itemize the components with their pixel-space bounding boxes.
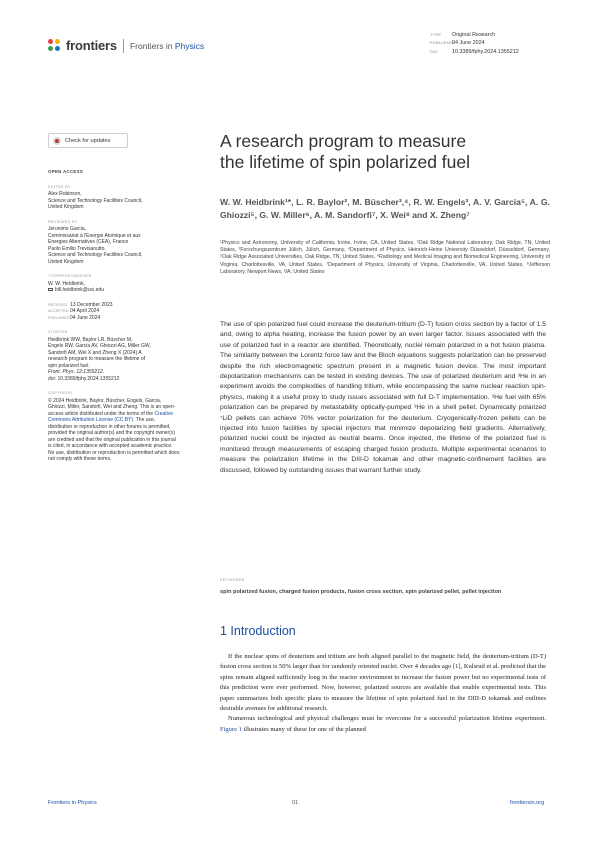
date-value: 04 April 2024 bbox=[70, 308, 100, 314]
editor-line: Science and Technology Facilities Council, bbox=[48, 197, 143, 204]
reviewer-line: Science and Technology Facilities Council, bbox=[48, 252, 143, 258]
sidebar-info bbox=[48, 169, 180, 471]
edited-by-block bbox=[48, 184, 180, 211]
date-published-row bbox=[48, 315, 180, 322]
edited-by-label: EDITED BY bbox=[48, 184, 71, 189]
footer-site-link[interactable]: frontiersin.org bbox=[510, 800, 545, 806]
keywords-label: KEYWORDS bbox=[220, 578, 245, 582]
citation-doi[interactable]: doi: 10.3389/fphy.2024.1355212 bbox=[48, 375, 120, 382]
meta-value: 04 June 2024 bbox=[452, 40, 485, 47]
section-heading: 1 Introduction bbox=[220, 624, 296, 638]
correspondence-email-row bbox=[48, 287, 180, 294]
citation-line: Engels RW, Garcia AV, Ghiozzi AG, Miller GW, bbox=[48, 343, 151, 349]
date-key: ACCEPTED bbox=[48, 309, 69, 313]
open-access-label: OPEN ACCESS bbox=[48, 169, 84, 174]
meta-doi-row bbox=[430, 48, 519, 56]
journal-prefix: Frontiers in bbox=[129, 40, 173, 51]
meta-key: PUBLISHED bbox=[430, 40, 455, 46]
article-title bbox=[220, 131, 560, 173]
editor-line: Alex Robinson, bbox=[48, 191, 82, 197]
dates-block bbox=[48, 302, 180, 322]
meta-key: DOI bbox=[430, 48, 438, 54]
copyright-text bbox=[48, 398, 180, 463]
paragraph-text: Numerous technological and physical challenges must be overcome for a successful polarization lifetime experiment. bbox=[228, 715, 546, 723]
citation-line: research program to measure the lifetime of bbox=[48, 356, 145, 362]
correspondence-block bbox=[48, 273, 180, 294]
journal-suffix: Physics bbox=[174, 40, 205, 51]
date-value: 04 June 2024 bbox=[70, 314, 101, 321]
author-list: W. W. Heidbrink¹*, L. R. Baylor², M. Büscher³,⁴, R. W. Engels³, A. V. Garcia⁵, A. G. Ghiozzi⁵, G. W. Miller⁶, A. M. Sandorfi⁷, X. Wei⁸ and X. Zheng⁷ bbox=[220, 197, 550, 220]
meta-doi-link[interactable]: 10.3389/fphy.2024.1355212 bbox=[452, 48, 519, 55]
copyright-text-part: The use, distribution or reproduction in other forums is permitted, provided the original author(s) and the copyright owner(s) are credited and that the original publication in this journal is cited, in accordance with accepted academic practice. No use, distribution or reproduction is permitted which does not comply with these terms. bbox=[48, 417, 180, 462]
date-key: RECEIVED bbox=[48, 302, 68, 307]
license-link[interactable]: Creative Commons Attribution License (CC BY). bbox=[48, 410, 174, 423]
email-icon bbox=[48, 288, 53, 292]
frontiers-logo-icon bbox=[48, 39, 62, 53]
citation-line: Sandorfi AM, Wei X and Zheng X (2024) A bbox=[48, 349, 142, 356]
brand-name: frontiers bbox=[66, 38, 117, 53]
logo-divider bbox=[123, 39, 124, 53]
copyright-label: COPYRIGHT bbox=[48, 391, 74, 395]
body-paragraph: If the nuclear spins of deuterium and tritium are both aligned parallel to the magnetic field, the deuterium-tritium (D-T) fusion cross section is 50% larger than for randomly oriented nuclei. Over 4 decades ago [1], Kulsrud et al. predicted that the spins remain aligned sufficiently long in the reactor environment to increase the fusion power but no experimental tests of this prediction were ever performed. Now, however, polarized sources are available that enable experimental tests. This paper summarizes both specific plans to measure the lifetime of spin polarized fuel in the DIII-D tokamak and outlines desirable avenues for additional research. bbox=[220, 653, 546, 713]
citation-line: Front. Phys. 12:1355212. bbox=[48, 369, 105, 375]
journal-name bbox=[130, 41, 204, 51]
keywords: spin polarized fusion, charged fusion products, fusion cross section, spin polarized pellet, pellet injection bbox=[220, 589, 502, 595]
date-value: 13 December 2023 bbox=[70, 301, 113, 308]
meta-type-row bbox=[430, 31, 519, 39]
correspondence-label: *CORRESPONDENCE bbox=[48, 274, 92, 278]
date-key: PUBLISHED bbox=[48, 315, 70, 320]
reviewer-line: Jeronimo Garcia, bbox=[48, 226, 87, 232]
citation-line: Heidbrink WW, Baylor LR, Büscher M, bbox=[48, 336, 133, 343]
article-meta bbox=[430, 31, 519, 56]
body-paragraph bbox=[220, 714, 546, 735]
citation-block bbox=[48, 329, 180, 382]
journal-logo bbox=[48, 38, 204, 53]
reviewer-line: Energies Alternatives (CEA), France bbox=[48, 239, 129, 245]
title-line: A research program to measure bbox=[220, 131, 467, 151]
update-badge-icon bbox=[53, 137, 61, 145]
meta-key: TYPE bbox=[430, 32, 442, 37]
affiliations: ¹Physics and Astronomy, University of California, Irvine, Irvine, CA, United States, ²Oak Ridge National Laboratory, Oak Ridge, TN, United States, ³Forschungszentrum Jülich, Jülich, Germany, ⁴Department of Physics, Heinrich-Heine University Düsseldorf, Düsseldorf, Germany, ⁵Oak Ridge Associated Universities, Oak Ridge, TN, United States, ⁶Radiology and Medical Imaging and Biomedical Engineering, University of Virginia, Charlottesville, VA, United States, ⁷Department of Physics, University of Virginia, Charlottesville, VA, United States, ⁸Jefferson Laboratory, Newport News, VA, United States bbox=[220, 240, 550, 275]
footer-journal-link[interactable]: Frontiers in Physics bbox=[48, 800, 97, 806]
reviewed-by-label: REVIEWED BY bbox=[48, 219, 78, 224]
reviewer-line: Paolo Emilio Trevisanutto, bbox=[48, 245, 106, 252]
check-for-updates-button[interactable] bbox=[48, 133, 128, 148]
intro-body bbox=[220, 652, 546, 735]
check-updates-label: Check for updates bbox=[65, 137, 111, 144]
reviewer-line: United Kingdom bbox=[48, 258, 84, 265]
citation-line: spin polarized fuel. bbox=[48, 362, 90, 369]
correspondence-email-link[interactable]: bill.heidbrink@uci.edu bbox=[55, 287, 104, 293]
page-number: 01 bbox=[292, 800, 299, 806]
reviewer-line: Commissariat à l'Energie Atomique et aux bbox=[48, 232, 141, 239]
editor-line: United Kingdom bbox=[48, 204, 84, 210]
reviewed-by-block bbox=[48, 219, 180, 266]
copyright-block bbox=[48, 390, 180, 463]
meta-published-row bbox=[430, 39, 519, 47]
copyright-text-part: © 2024 Heidbrink, Baylor, Büscher, Engels, Garcia, Ghiozzi, Miller, Sandorfi, Wei and Zheng. This is an open-access article distributed under the terms of the bbox=[48, 397, 176, 417]
title-line: the lifetime of spin polarized fuel bbox=[220, 152, 470, 172]
figure-reference-link[interactable]: Figure 1 bbox=[220, 725, 242, 733]
correspondence-name: W. W. Heidbrink, bbox=[48, 280, 85, 287]
paragraph-text: illustrates many of these for one of the planned bbox=[243, 725, 366, 733]
citation-label: CITATION bbox=[48, 330, 68, 334]
abstract-text: The use of spin polarized fuel could increase the deuterium-tritium (D-T) fusion cross section by a factor of 1.5 and, owing to alpha heating, increase the fusion power by an even larger factor. Issues associated with the use of polarized fuel in a reactor are identified. Theoretically, nuclei remain polarized in a hot fusion plasma. The similarity between the Lorentz force law and the Bloch equations suggests polarization can be preserved despite the rich electromagnetic spectrum present in a magnetic fusion device. The most important depolarization mechanisms can be tested in existing devices. The use of polarized deuterium and ³He in an experiment avoids the complexities of handling tritium, while encompassing the same nuclear reaction spin-physics, making it a useful proxy to study issues associated with full D-T implementation. ³He fuel with 65% polarization can be prepared by metastability optically-pumped ³He in a shell pellet. Dynamically polarized ⁷LiD pellets can achieve 70% vector polarization for the deuterium. Cryogenically-frozen pellets can be injected into fusion facilities by special injectors that minimize depolarizing field gradients. Alternatively, polarized nuclei could be injected as neutral beams. Once injected, the lifetime of the polarized fuel is monitored through measurements of escaping charged fusion products. Multiple experimental scenarios to measure the polarization lifetime in the DIII-D tokamak and other magnetic-confinement facilities are discussed, followed by outstanding issues that warrant further study. bbox=[220, 321, 546, 474]
meta-value: Original Research bbox=[452, 32, 496, 38]
